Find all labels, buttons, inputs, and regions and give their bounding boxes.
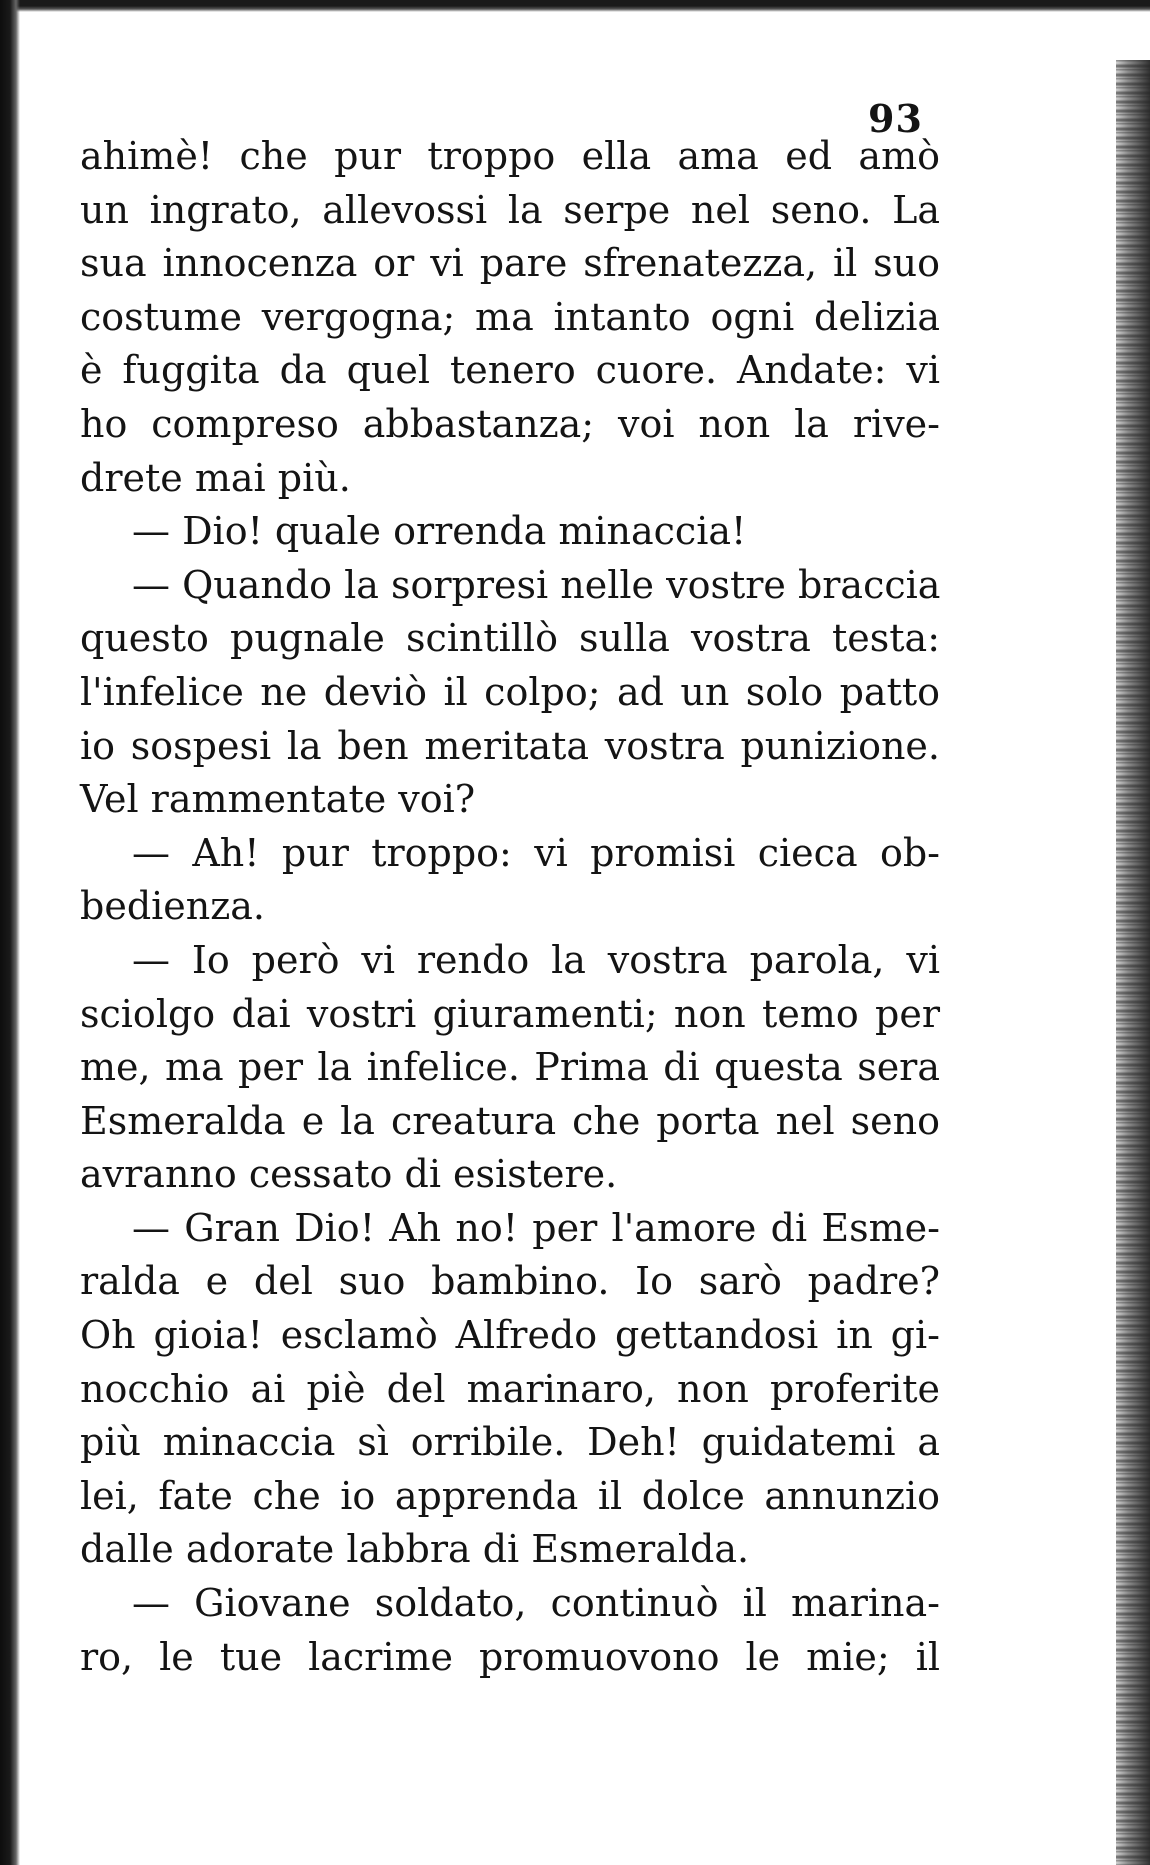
text-line: un ingrato, allevossi la serpe nel seno. La — [80, 187, 940, 232]
text-line: — Ah! pur troppo: vi promisi cieca ob- — [132, 830, 940, 875]
text-line: sciolgo dai vostri giuramenti; non temo per — [80, 991, 940, 1036]
text-line: — Quando la sorpresi nelle vostre braccia — [132, 562, 941, 607]
text-line: più minaccia sì orribile. Deh! guidatemi a — [80, 1420, 940, 1465]
text-line: — Io però vi rendo la vostra parola, vi — [132, 937, 940, 982]
text-line: l'infelice ne deviò il colpo; ad un solo patto — [80, 669, 940, 714]
text-line: avranno cessato di esistere. — [80, 1152, 618, 1197]
text-line: — Dio! quale orrenda minaccia! — [132, 509, 747, 554]
text-line: — Gran Dio! Ah no! per l'amore di Esme- — [132, 1205, 940, 1250]
text-line: questo pugnale scintillò sulla vostra testa: — [80, 616, 940, 661]
text-line: — Giovane soldato, continuò il marina- — [132, 1581, 940, 1626]
text-line: Oh gioia! esclamò Alfredo gettandosi in gi- — [80, 1313, 940, 1358]
body-text — [80, 130, 940, 1684]
text-line: sua innocenza or vi pare sfrenatezza, il suo — [80, 241, 940, 286]
text-line: lei, fate che io apprenda il dolce annunzio — [80, 1473, 940, 1518]
text-line: ho compreso abbastanza; voi non la rive- — [80, 401, 940, 446]
text-line: è fuggita da quel tenero cuore. Andate: vi — [80, 348, 940, 393]
scan-right-edge — [1116, 60, 1150, 1865]
text-line: Vel rammentate voi? — [80, 777, 476, 822]
text-line: costume vergogna; ma intanto ogni delizia — [80, 294, 940, 339]
text-line: io sospesi la ben meritata vostra punizione. — [80, 723, 940, 768]
scan-top-edge — [0, 0, 1150, 12]
text-line: bedienza. — [80, 884, 266, 929]
text-line: ro, le tue lacrime promuovono le mie; il — [80, 1634, 940, 1679]
text-line: nocchio ai piè del marinaro, non proferite — [80, 1366, 940, 1411]
text-line: ahimè! che pur troppo ella ama ed amò — [80, 134, 940, 178]
text-line: me, ma per la infelice. Prima di questa sera — [80, 1045, 940, 1090]
text-line: Esmeralda e la creatura che porta nel seno — [80, 1098, 940, 1143]
scan-left-edge — [0, 0, 20, 1865]
page-number: 93 — [868, 96, 923, 141]
text-line: ralda e del suo bambino. Io sarò padre? — [80, 1259, 940, 1304]
text-line: dalle adorate labbra di Esmeralda. — [80, 1527, 750, 1572]
text-line: drete mai più. — [80, 455, 351, 500]
